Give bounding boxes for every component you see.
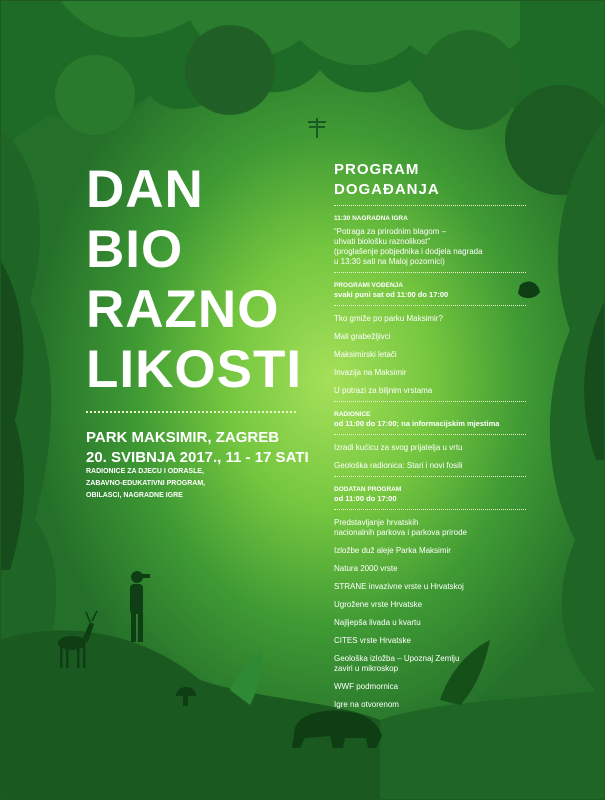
section-time: svaki puni sat od 11:00 do 17:00 [334,290,449,299]
divider [334,205,526,206]
title-line: DAN [86,160,204,219]
section-heading: DODATAN PROGRAM [334,486,402,493]
divider [334,476,526,477]
program-item: Invazija na Maksimir [334,368,407,377]
section-heading: PROGRAMI VOĐENJA [334,282,403,289]
program-item: STRANE invazivne vrste u Hrvatskoj [334,582,464,591]
program-item: Igre na otvorenom [334,700,399,709]
program-item: CITES vrste Hrvatske [334,636,411,645]
event-description [86,466,205,502]
divider [334,509,526,510]
program-item: Ugrožene vrste Hrvatske [334,600,423,609]
program-item: Geološka izložba – Upoznaj Zemlju zaviri u mikroskop [334,654,460,673]
date: 20. SVIBNJA 2017., 11 - 17 SATI [86,449,309,466]
title-line: LIKOSTI [86,340,303,399]
divider [334,434,526,435]
main-title [86,160,302,400]
dragonfly-silhouette [308,118,326,138]
description-line: RADIONICE ZA DJECU I ODRASLE, [86,468,204,475]
person-silhouette [130,571,150,642]
description-line: ZABAVNO-EDUKATIVNI PROGRAM, [86,480,206,487]
title-divider [86,411,296,413]
divider [334,401,526,402]
divider [334,272,526,273]
program-item: Maksimirski letači [334,350,397,359]
divider [334,305,526,306]
program-item: Najljepša livada u kvartu [334,618,421,627]
section-heading: 11:30 NAGRADNA IGRA [334,215,408,222]
program-title-line: PROGRAM [334,161,420,178]
program-title [334,160,530,200]
title-line: BIO [86,220,184,279]
section-time: od 11:00 do 17:00 [334,494,397,503]
title-line: RAZNO [86,280,280,339]
location: PARK MAKSIMIR, ZAGREB [86,429,280,446]
program-title-line: DOGAĐANJA [334,181,440,198]
program-item: “Potraga za prirodnim blagom – uhvati biološku raznolikost” (proglašenje pobjednika i dodjela nagrada u 13:30 sati na Maloj pozornici) [334,227,483,266]
program-item: Mali grabežljivci [334,332,391,341]
program-item: Geološka radionica: Stari i novi fosili [334,461,463,470]
program-column [334,160,530,710]
program-item: WWF podmornica [334,682,399,691]
description-line: OBILASCI, NAGRADNE IGRE [86,492,183,499]
program-item: Predstavljanje hrvatskih nacionalnih parkova i parkova prirode [334,518,467,537]
program-item: Natura 2000 vrste [334,564,398,573]
program-item: Tko gmiže po parku Maksimir? [334,314,443,323]
program-item: U potrazi za biljnim vrstama [334,386,433,395]
section-time: od 11:00 do 17:00; na informacijskim mjestima [334,419,500,428]
program-item: Izradi kućicu za svog prijatelja u vrtu [334,443,463,452]
section-heading: RADIONICE [334,411,371,418]
program-item: Izložbe duž aleje Parka Maksimir [334,546,451,555]
event-location-date [86,428,309,468]
